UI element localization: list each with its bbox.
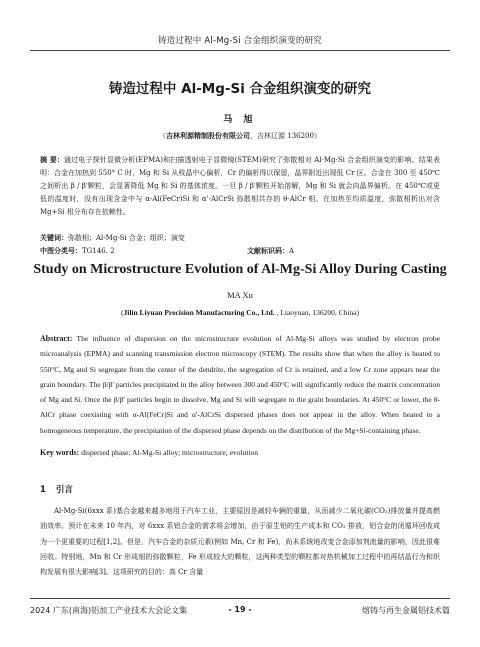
cn-affiliation-rest: ，吉林辽源 136200 xyxy=(250,132,314,140)
en-keywords-text: dispersed phase; Al-Mg-Si alloy; microstructure; evolution xyxy=(79,448,259,457)
en-author: MA Xu xyxy=(227,290,253,300)
intro-paragraph: Al-Mg-Si(6xxx 系)基合金越来越多地用于汽车工业，主要原因是减轻车辆的重量，从而减少二氧化碳(CO₂)排放量并提高燃油效率。预计在未来 10 年内，对 6xxx 系铝合金的需求将会增加，由于原生铝的生产成本和 CO₂ 排放，铝合金的闭循环回收成为一个更重要的过程[1,2]。但是，汽车合金的杂质元素(例如 Mn, Cr 和 Fe)，尚未系统地改变合金添加剂流量的影响，因此很难回收。特别地，Mn 和 Cr 形成细的弥散颗粒，Fe 形成较大的颗粒，这两种类型的颗粒都对热机械加工过程中的再结晶行为和织构发展有很大影响[3]。这项研究的目的：高 Cr 含量 xyxy=(40,507,440,577)
cn-abstract-text: 通过电子探针显微分析(EPMA)和扫描透射电子显微镜(STEM)研究了弥散相对 Al-Mg-Si 合金组织演变的影响。结果表明：合金在加热到 550° C 时，Mg 和 Si 从枝晶中心偏析，Cr 的偏析得以保留，晶界附近出现低 Cr 区。合金在 300 至 450℃之间析出 β / β'颗粒，会显著降低 Mg 和 Si 的基体浓度。一旦 β / β'颗粒开始溶解，Mg 和 Si 就会向晶界偏析。在 450℃或更低的温度时，没有出现含金中与 α-Al(FeCr)Si 和 α'-AlCrSi 弥散相共存的 θ-AlCr 相。在加热至均质温度，弥散相析出对含 Mg+Si 相分布存在依赖性。 xyxy=(40,156,440,216)
en-affiliation-org: Jilin Liyuan Precision Manufacturing Co., Ltd. xyxy=(123,308,275,317)
en-affiliation-rest: , Liaoyuan, 136200, China) xyxy=(274,308,359,317)
footer-section: 熔铸与再生金属铝技术篇 xyxy=(362,606,450,615)
cn-class-label: 中图分类号： xyxy=(40,247,82,255)
cn-keywords-label: 关键词： xyxy=(40,234,68,242)
en-abstract-text: The influence of dispersion on the microstructure evolution of Al-Mg-Si alloys was studied by electron probe microanalysis (EPMA) and scanning transmission electron microscopy (STEM). The results show that when the alloy is heated to 550°C, Mg and Si segregate from the center of the dendrite, the segregation of Cr is retained, and a low Cr zone appears near the grain boundary. The β/β' particles precipitated in the alloy between 300 and 450°C will significantly reduce the matrix concentration of Mg and Si. Once the β/β' particles begin to dissolve, Mg and Si will segregate to the grain boundaries. At 450°C or lower, the θ-AlCr phase coexisting with α-Al(FeCr)Si and α'-AlCrSi dispersed phases does not appear in the alloy. When heated to a homogeneous temperature, the precipitation of the dispersed phase depends on the distribution of the Mg+Si-containing phase. xyxy=(40,334,440,435)
en-title: Study on Microstructure Evolution of Al-Mg-Si Alloy During Casting xyxy=(33,262,447,277)
cn-abstract xyxy=(40,154,440,219)
section-number: 1 xyxy=(40,485,46,495)
en-keywords-label: Key words: xyxy=(40,448,80,457)
section-title: 引言 xyxy=(55,485,73,495)
en-abstract-label: Abstract: xyxy=(40,334,73,343)
footer-rule xyxy=(30,598,450,599)
cn-doc-label: 文献标识码： xyxy=(247,247,289,255)
cn-author: 马 旭 xyxy=(223,115,257,125)
cn-affiliation: （吉林利源精制股份有限公司，吉林辽源 136200） xyxy=(159,132,321,140)
cn-class-value: TG146. 2 xyxy=(82,247,115,255)
running-head: 铸造过程中 Al-Mg-Si 合金组织演变的研究 xyxy=(157,36,322,46)
cn-title: 铸造过程中 Al-Mg-Si 合金组织演变的研究 xyxy=(108,81,372,97)
en-keywords xyxy=(40,448,440,457)
header-rule xyxy=(30,50,450,51)
cn-abstract-label: 摘 要： xyxy=(40,156,65,164)
en-affiliation-open: ( xyxy=(120,308,124,317)
cn-doc-value: A xyxy=(289,247,295,255)
cn-affiliation-org: 吉林利源精制股份有限公司 xyxy=(166,132,251,140)
cn-keywords-text: 弥散相；Al-Mg-Si 合金；组织；演变 xyxy=(68,234,185,242)
section-heading-intro xyxy=(40,483,73,495)
en-affiliation xyxy=(0,308,480,317)
page-number: - 19 - xyxy=(228,605,252,614)
footer-proceedings: 2024 广东(南海)铝加工产业技术大会论文集 xyxy=(30,606,188,615)
en-abstract xyxy=(40,331,440,438)
cn-keywords xyxy=(40,233,440,243)
cn-classification xyxy=(40,246,440,256)
cn-doc-code xyxy=(247,246,294,256)
